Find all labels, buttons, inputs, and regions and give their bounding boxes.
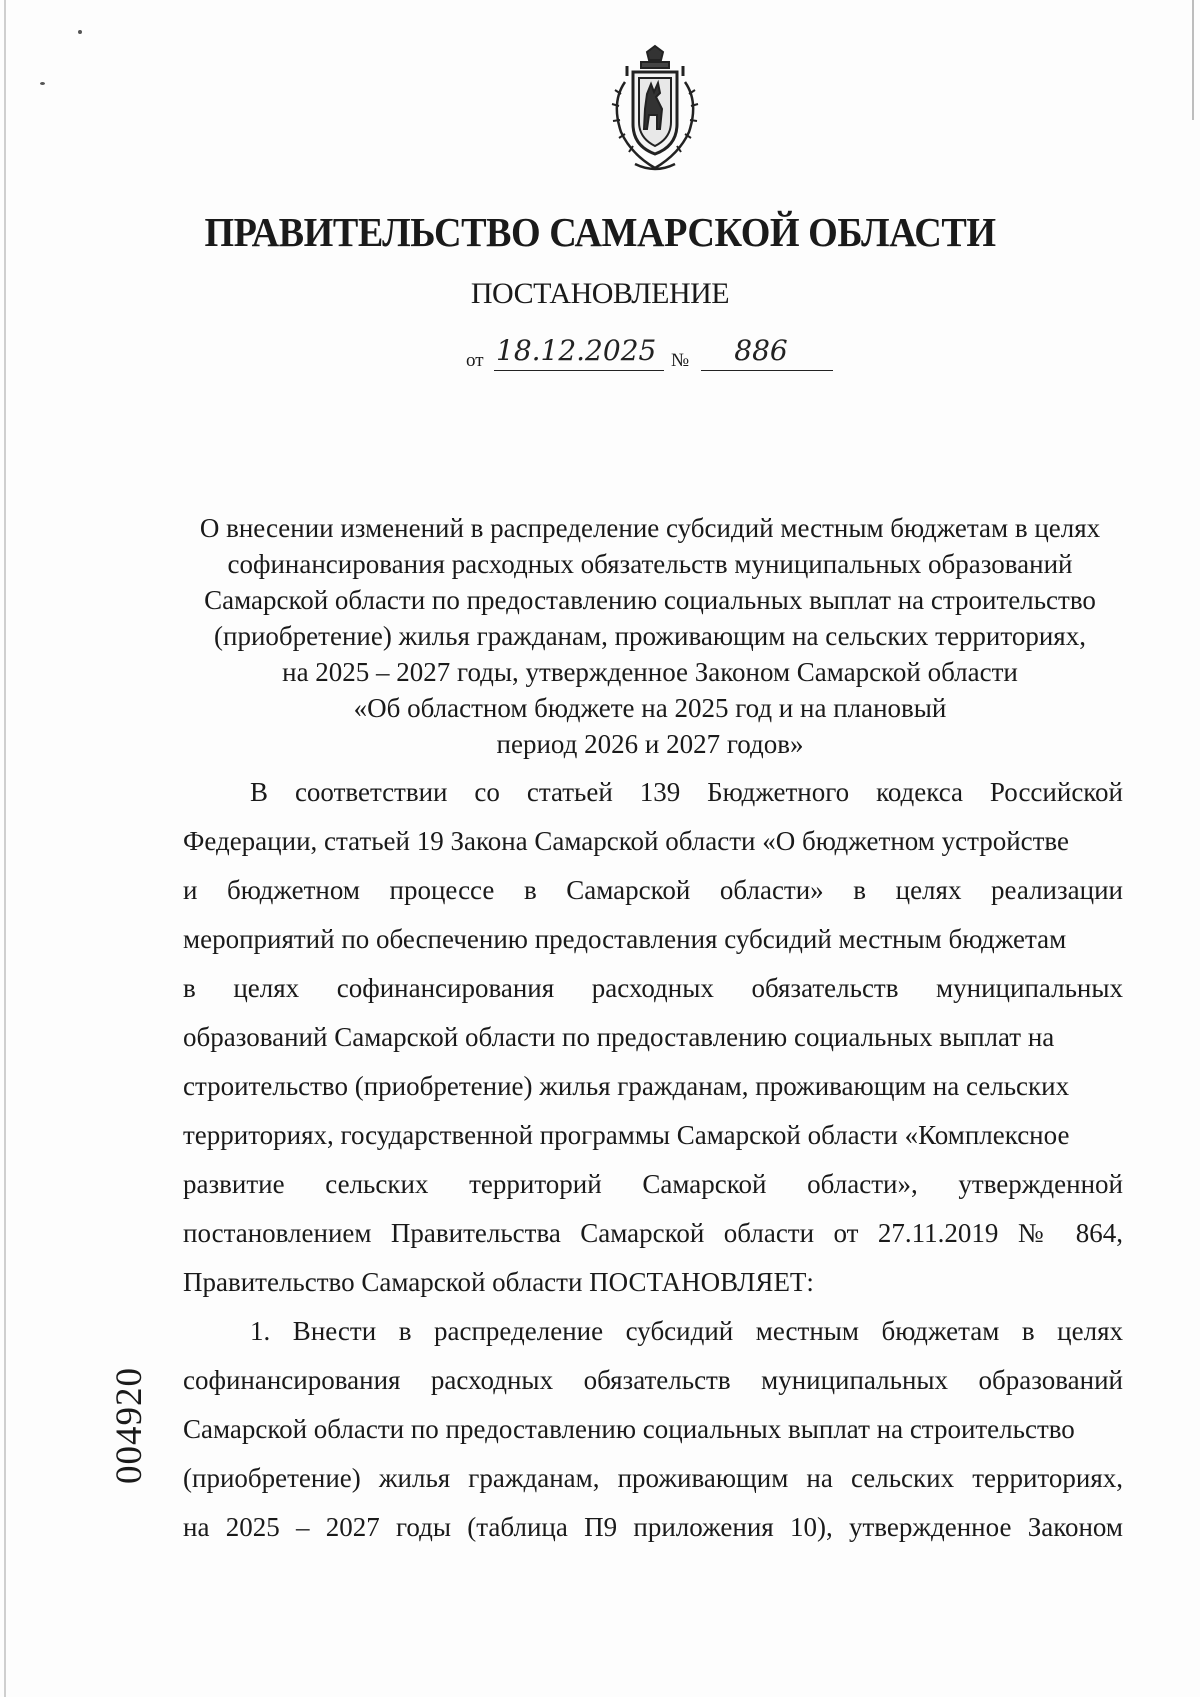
- body-line: в целях софинансирования расходных обязательств муниципальных: [183, 973, 1123, 1003]
- body-line: Федерации, статьей 19 Закона Самарской области «О бюджетном устройстве: [183, 826, 1070, 856]
- title-line: софинансирования расходных обязательств муниципальных образований: [227, 549, 1073, 579]
- body-line: на 2025 – 2027 годы (таблица П9 приложения 10), утвержденное Законом: [183, 1512, 1123, 1542]
- number-prefix: №: [671, 350, 690, 371]
- number-underline: [701, 370, 833, 371]
- title-line: на 2025 – 2027 годы, утвержденное Законом Самарской области: [282, 657, 1018, 687]
- body-line: постановлением Правительства Самарской области от 27.11.2019 № 864,: [183, 1218, 1123, 1248]
- date-prefix: от: [466, 350, 484, 371]
- body-line: (приобретение) жилья гражданам, проживающим на сельских территориях,: [183, 1463, 1123, 1493]
- body-line: образований Самарской области по предоставлению социальных выплат на: [183, 1022, 1055, 1052]
- title-line: Самарской области по предоставлению социальных выплат на строительство: [204, 585, 1096, 615]
- body-line: и бюджетном процессе в Самарской области» в целях реализации: [183, 875, 1123, 905]
- body-line: Правительство Самарской области ПОСТАНОВЛЯЕТ:: [183, 1267, 814, 1297]
- body-line: софинансирования расходных обязательств муниципальных образований: [183, 1365, 1123, 1395]
- body-line: Самарской области по предоставлению социальных выплат на строительство: [183, 1414, 1075, 1444]
- title-line: О внесении изменений в распределение субсидий местным бюджетам в целях: [199, 513, 1101, 543]
- scan-speck: [40, 82, 45, 85]
- body-line: 1. Внести в распределение субсидий местным бюджетам в целях: [250, 1316, 1123, 1346]
- coat-of-arms-icon: [595, 42, 715, 182]
- document-body: [183, 768, 1123, 1552]
- body-line: мероприятий по обеспечению предоставления субсидий местным бюджетам: [183, 924, 1067, 954]
- date-number-line: [466, 334, 866, 374]
- side-serial-number: 004920: [109, 1367, 150, 1484]
- handwritten-number: 886: [734, 334, 788, 367]
- scan-speck: [78, 30, 82, 34]
- body-line: развитие сельских территорий Самарской области», утвержденной: [183, 1169, 1123, 1199]
- document-title: [170, 510, 1130, 762]
- title-line: «Об областном бюджете на 2025 год и на плановый: [353, 693, 947, 723]
- body-line: строительство (приобретение) жилья гражданам, проживающим на сельских: [183, 1071, 1070, 1101]
- handwritten-date: 18.12.2025: [496, 334, 657, 367]
- scan-edge-left: [4, 0, 6, 1697]
- date-underline: [494, 370, 664, 371]
- title-line: период 2026 и 2027 годов»: [496, 729, 804, 759]
- government-title: ПРАВИТЕЛЬСТВО САМАРСКОЙ ОБЛАСТИ: [204, 209, 996, 255]
- title-line: (приобретение) жилья гражданам, проживающим на сельских территориях,: [214, 621, 1086, 651]
- document-type: ПОСТАНОВЛЕНИЕ: [470, 277, 730, 310]
- scan-edge-right: [1192, 0, 1194, 120]
- body-line: территориях, государственной программы Самарской области «Комплексное: [183, 1120, 1070, 1150]
- body-line: В соответствии со статьей 139 Бюджетного кодекса Российской: [250, 777, 1123, 807]
